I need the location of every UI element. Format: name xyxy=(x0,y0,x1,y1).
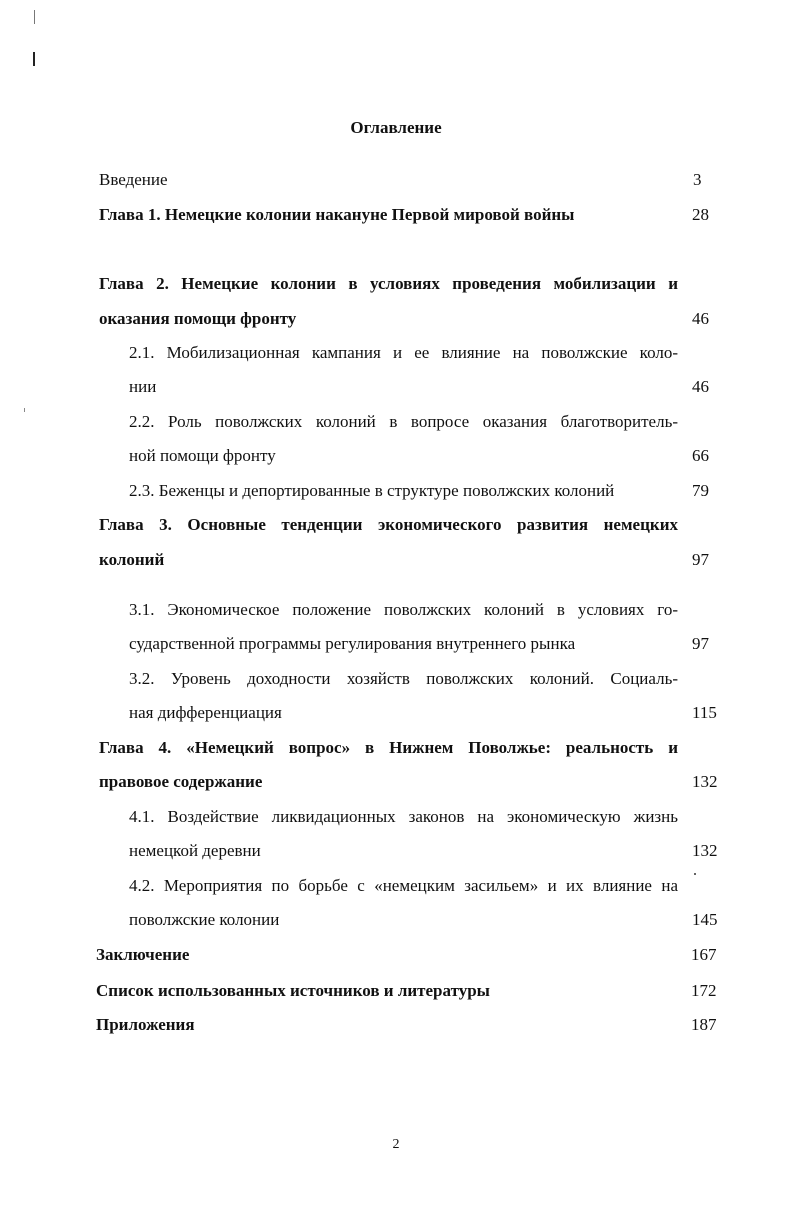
toc-entry-chapter-1: Глава 1. Немецкие колонии накануне Первой мировой войны xyxy=(99,205,575,224)
scan-artifact-mark xyxy=(33,52,35,66)
toc-entry-chapter-2: Глава 2. Немецкие колонии в условиях проведения мобилизации и xyxy=(99,274,678,293)
toc-entry-chapter-4-cont: правовое содержание xyxy=(99,772,263,791)
toc-page-number: 66 xyxy=(692,446,709,465)
toc-page-number: 132 xyxy=(692,841,718,860)
toc-entry-section-2-1: 2.1. Мобилизационная кампания и ее влияние на поволжские коло- xyxy=(129,343,678,362)
page-number: 2 xyxy=(392,1137,400,1152)
toc-entry-section-4-2: 4.2. Мероприятия по борьбе с «немецким засильем» и их влияние на xyxy=(129,876,678,895)
toc-entry-section-3-2: 3.2. Уровень доходности хозяйств поволжских колоний. Социаль- xyxy=(129,669,678,688)
toc-page-number: 145 xyxy=(692,910,718,929)
toc-entry-conclusion: Заключение xyxy=(96,945,190,964)
toc-page-number: 167 xyxy=(691,945,717,964)
toc-page-number: 79 xyxy=(692,481,709,500)
scan-artifact-mark xyxy=(34,10,35,24)
toc-entry-section-2-1-cont: нии xyxy=(129,377,157,396)
toc-entry-section-4-1-cont: немецкой деревни xyxy=(129,841,261,860)
toc-entry-appendices: Приложения xyxy=(96,1015,195,1034)
toc-entry-section-3-1: 3.1. Экономическое положение поволжских колоний в условиях го- xyxy=(129,600,678,619)
toc-page-number: 28 xyxy=(692,205,709,224)
toc-title: Оглавление xyxy=(350,118,442,137)
toc-entry-section-4-2-cont: поволжские колонии xyxy=(129,910,280,929)
toc-entry-section-3-1-cont: сударственной программы регулирования внутреннего рынка xyxy=(129,634,576,653)
toc-entry-section-3-2-cont: ная дифференциация xyxy=(129,703,282,722)
scan-artifact-mark xyxy=(24,408,25,412)
toc-page-number: 46 xyxy=(692,377,709,396)
toc-entry-introduction: Введение xyxy=(99,170,168,189)
toc-page-number: 97 xyxy=(692,550,709,569)
toc-entry-section-2-3: 2.3. Беженцы и депортированные в структуре поволжских колоний xyxy=(129,481,615,500)
toc-page-number: 115 xyxy=(692,703,717,722)
toc-entry-section-2-2: 2.2. Роль поволжских колоний в вопросе оказания благотворитель- xyxy=(129,412,678,431)
toc-entry-chapter-3-cont: колоний xyxy=(99,550,165,569)
toc-page-number: 46 xyxy=(692,309,709,328)
toc-entry-section-2-2-cont: ной помощи фронту xyxy=(129,446,276,465)
toc-entry-chapter-2-cont: оказания помощи фронту xyxy=(99,309,297,328)
toc-page-number: 187 xyxy=(691,1015,717,1034)
toc-page-number: 3 xyxy=(693,170,702,189)
toc-entry-chapter-3: Глава 3. Основные тенденции экономического развития немецких xyxy=(99,515,678,534)
scan-artifact-dot xyxy=(694,873,696,875)
toc-entry-section-4-1: 4.1. Воздействие ликвидационных законов на экономическую жизнь xyxy=(129,807,678,826)
toc-entry-chapter-4: Глава 4. «Немецкий вопрос» в Нижнем Поволжье: реальность и xyxy=(99,738,678,757)
toc-entry-bibliography: Список использованных источников и литературы xyxy=(96,981,490,1000)
toc-page-number: 97 xyxy=(692,634,709,653)
toc-page-number: 132 xyxy=(692,772,718,791)
toc-page-number: 172 xyxy=(691,981,717,1000)
